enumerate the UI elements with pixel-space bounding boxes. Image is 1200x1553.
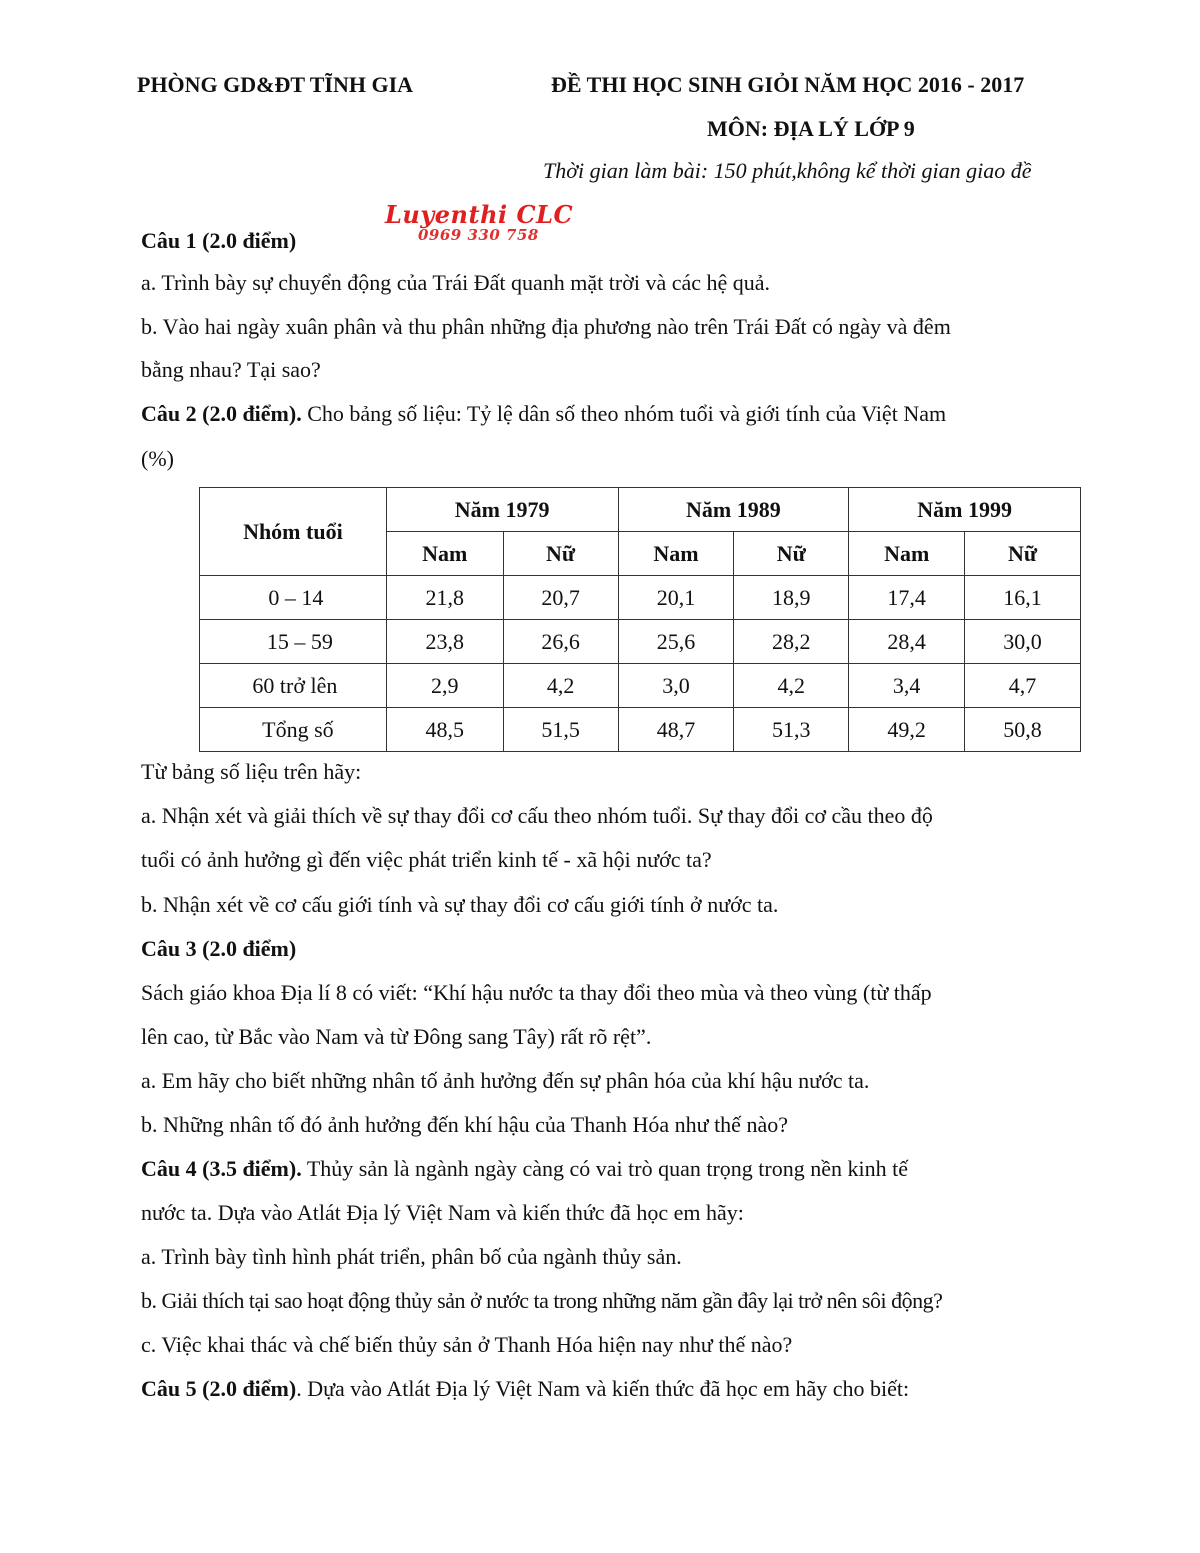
- table-cell: 50,8: [965, 708, 1081, 752]
- table-cell: 48,7: [618, 708, 734, 752]
- table-cell: 25,6: [618, 620, 734, 664]
- q5-intro-text: . Dựa vào Atlát Địa lý Việt Nam và kiến thức đã học em hãy cho biết:: [296, 1376, 910, 1401]
- watermark-brand: Luyenthi CLC: [385, 200, 574, 229]
- q4-intro-text: Thủy sản là ngành ngày càng có vai trò quan trọng trong nền kinh tế: [301, 1156, 908, 1181]
- q5-title: Câu 5 (2.0 điểm): [141, 1376, 297, 1401]
- table-cell: 26,6: [503, 620, 618, 664]
- q1-part-b-line2: bằng nhau? Tại sao?: [141, 357, 321, 382]
- table-cell: 51,3: [734, 708, 849, 752]
- row-group: 15 – 59: [200, 620, 387, 664]
- q3-part-b: b. Những nhân tố đó ảnh hưởng đến khí hậu của Thanh Hóa như thế nào?: [141, 1112, 788, 1137]
- header-year-1979: Năm 1979: [386, 488, 618, 532]
- table-cell: 4,2: [734, 664, 849, 708]
- table-cell: 21,8: [386, 576, 503, 620]
- q1-part-a: a. Trình bày sự chuyển động của Trái Đất quanh mặt trời và các hệ quả.: [141, 270, 771, 295]
- table-cell: 20,1: [618, 576, 734, 620]
- subheader-male: Nam: [849, 532, 965, 576]
- table-cell: 20,7: [503, 576, 618, 620]
- table-cell: 16,1: [965, 576, 1081, 620]
- row-group: 0 – 14: [200, 576, 387, 620]
- q4-part-c: c. Việc khai thác và chế biến thủy sản ở Thanh Hóa hiện nay như thế nào?: [141, 1332, 793, 1357]
- q3-title: Câu 3 (2.0 điểm): [141, 936, 297, 961]
- table-cell: 3,4: [849, 664, 965, 708]
- q1-part-b-line1: b. Vào hai ngày xuân phân và thu phân những địa phương nào trên Trái Đất có ngày và đêm: [141, 314, 951, 339]
- row-group: Tổng số: [200, 708, 387, 752]
- watermark-phone: 0969 330 758: [418, 226, 539, 244]
- table-cell: 17,4: [849, 576, 965, 620]
- table-cell: 4,2: [503, 664, 618, 708]
- q4-part-a: a. Trình bày tình hình phát triển, phân bố của ngành thủy sản.: [141, 1244, 682, 1269]
- table-cell: 18,9: [734, 576, 849, 620]
- q4-intro: [141, 1156, 908, 1182]
- q2-intro: [141, 401, 946, 427]
- q2-part-b: b. Nhận xét về cơ cấu giới tính và sự thay đổi cơ cấu giới tính ở nước ta.: [141, 892, 779, 917]
- q3-quote-line1: Sách giáo khoa Địa lí 8 có viết: “Khí hậu nước ta thay đổi theo mùa và theo vùng (từ thấp: [141, 980, 932, 1005]
- q2-intro-text: Cho bảng số liệu: Tỷ lệ dân số theo nhóm tuổi và giới tính của Việt Nam: [301, 401, 947, 426]
- subheader-male: Nam: [386, 532, 503, 576]
- table-cell: 28,2: [734, 620, 849, 664]
- table-cell: 51,5: [503, 708, 618, 752]
- q3-quote-line2: lên cao, từ Bắc vào Nam và từ Đông sang Tây) rất rõ rệt”.: [141, 1024, 652, 1049]
- q4-title: Câu 4 (3.5 điểm).: [141, 1156, 302, 1181]
- exam-title: ĐỀ THI HỌC SINH GIỎI NĂM HỌC 2016 - 2017: [551, 72, 1025, 97]
- subheader-male: Nam: [618, 532, 734, 576]
- q1-title: Câu 1 (2.0 điểm): [141, 228, 297, 253]
- table-cell: 28,4: [849, 620, 965, 664]
- q2-title: Câu 2 (2.0 điểm).: [141, 401, 302, 426]
- time-note: Thời gian làm bài: 150 phút,không kể thời gian giao đề: [543, 158, 1032, 183]
- table-cell: 49,2: [849, 708, 965, 752]
- header-year-1989: Năm 1989: [618, 488, 849, 532]
- q3-part-a: a. Em hãy cho biết những nhân tố ảnh hưởng đến sự phân hóa của khí hậu nước ta.: [141, 1068, 870, 1093]
- table-row: [200, 664, 1081, 708]
- q5-intro: [141, 1376, 909, 1402]
- table-cell: 48,5: [386, 708, 503, 752]
- table-row: [200, 708, 1081, 752]
- table-cell: 23,8: [386, 620, 503, 664]
- table-row: [200, 576, 1081, 620]
- table-cell: 3,0: [618, 664, 734, 708]
- table-cell: 30,0: [965, 620, 1081, 664]
- q2-part-a-line2: tuổi có ảnh hưởng gì đến việc phát triển kinh tế - xã hội nước ta?: [141, 847, 712, 872]
- department-name: PHÒNG GD&ĐT TĨNH GIA: [137, 72, 414, 97]
- q4-part-b: b. Giải thích tại sao hoạt động thủy sản ở nước ta trong những năm gần đây lại trở nên sôi động?: [141, 1288, 943, 1313]
- q2-after-table: Từ bảng số liệu trên hãy:: [141, 759, 362, 784]
- table-header-row: [200, 488, 1081, 532]
- q2-part-a-line1: a. Nhận xét và giải thích về sự thay đổi cơ cấu theo nhóm tuổi. Sự thay đổi cơ cầu theo độ: [141, 803, 933, 828]
- population-table: [199, 487, 1081, 752]
- row-group: 60 trở lên: [200, 664, 387, 708]
- subheader-female: Nữ: [503, 532, 618, 576]
- header-age-group: Nhóm tuổi: [200, 488, 387, 576]
- exam-subject: MÔN: ĐỊA LÝ LỚP 9: [707, 116, 915, 141]
- subheader-female: Nữ: [965, 532, 1081, 576]
- q4-intro-line2: nước ta. Dựa vào Atlát Địa lý Việt Nam và kiến thức đã học em hãy:: [141, 1200, 744, 1225]
- table-cell: 2,9: [386, 664, 503, 708]
- subheader-female: Nữ: [734, 532, 849, 576]
- q2-intro-line2: (%): [141, 446, 174, 471]
- header-year-1999: Năm 1999: [849, 488, 1081, 532]
- table-row: [200, 620, 1081, 664]
- table-cell: 4,7: [965, 664, 1081, 708]
